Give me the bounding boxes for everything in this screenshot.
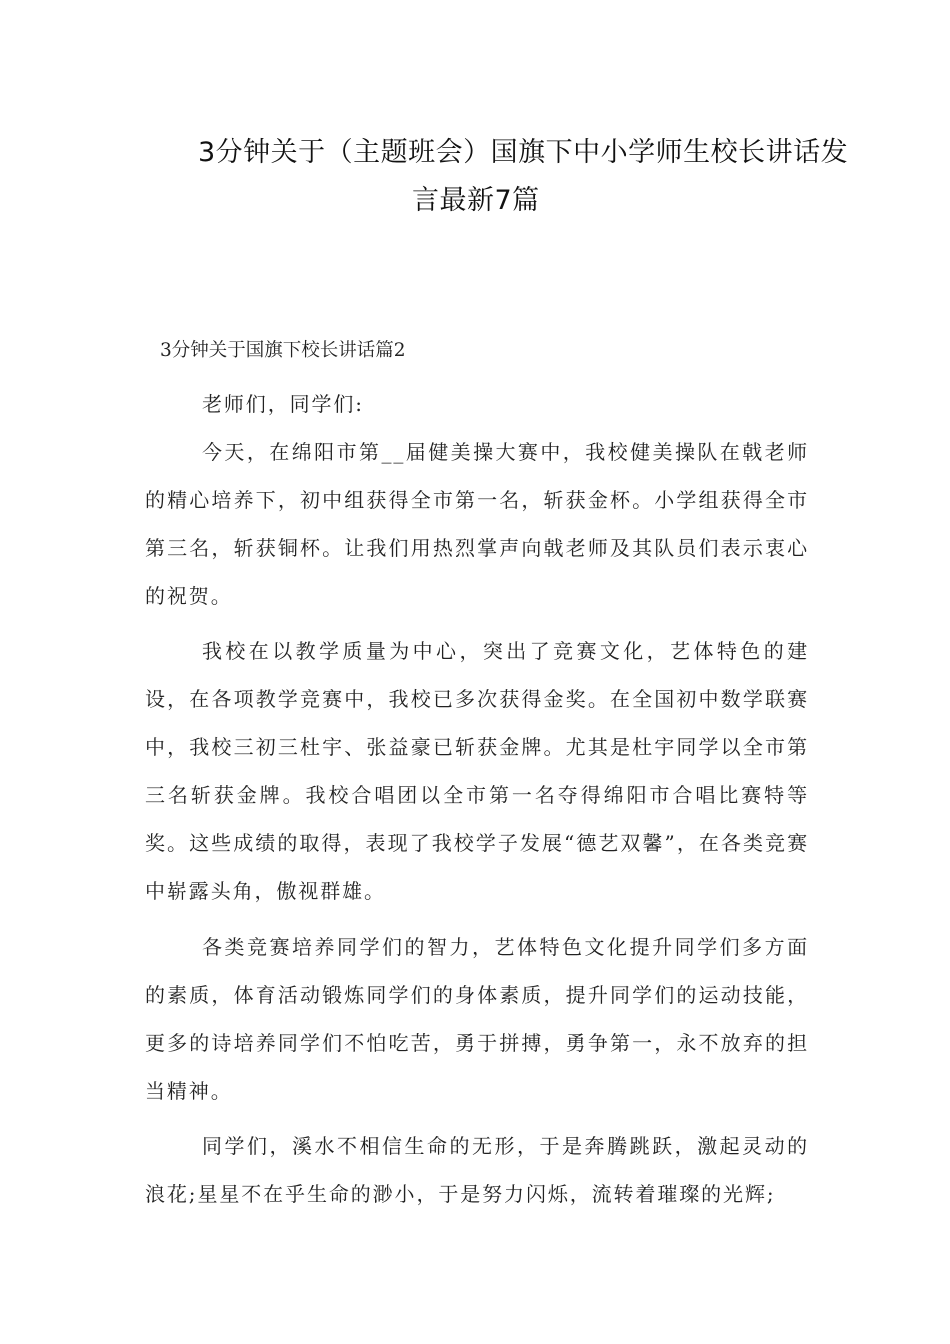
paragraph-1-block (145, 428, 809, 620)
paragraph-3: 各类竞赛培养同学们的智力，艺体特色文化提升同学们多方面的素质，体育活动锻炼同学们的身体素质，提升同学们的运动技能，更多的诗培养同学们不怕吃苦，勇于拼搏，勇争第一，永不放弃的担当精神。 (145, 935, 809, 1103)
paragraph-2-block (145, 627, 809, 915)
paragraph-4: 同学们，溪水不相信生命的无形，于是奔腾跳跃，激起灵动的浪花;星星不在乎生命的渺小，于是努力闪烁，流转着璀璨的光辉; (145, 1134, 809, 1206)
section-heading: 3分钟关于国旗下校长讲话篇2 (160, 340, 406, 361)
document-title-line-1: 3分钟关于（主题班会）国旗下中小学师生校长讲话发 (198, 137, 849, 168)
paragraph-1: 今天，在绵阳市第__届健美操大赛中，我校健美操队在戟老师的精心培养下，初中组获得全市第一名，斩获金杯。小学组获得全市第三名，斩获铜杯。让我们用热烈掌声向戟老师及其队员们表示衷心的祝贺。 (145, 440, 809, 608)
document-title-line-2: 言最新7篇 (412, 185, 540, 216)
paragraph-3-block (145, 923, 809, 1115)
paragraph-2: 我校在以教学质量为中心，突出了竞赛文化，艺体特色的建设，在各项教学竞赛中，我校已多次获得金奖。在全国初中数学联赛中，我校三初三杜宇、张益豪已斩获金牌。尤其是杜宇同学以全市第三名斩获金牌。我校合唱团以全市第一名夺得绵阳市合唱比赛特等奖。这些成绩的取得，表现了我校学子发展“德艺双馨”，在各类竞赛中崭露头角，傲视群雄。 (145, 639, 809, 903)
paragraph-4-block (145, 1122, 809, 1218)
greeting-block (145, 380, 809, 428)
greeting-text: 老师们，同学们: (202, 392, 364, 416)
